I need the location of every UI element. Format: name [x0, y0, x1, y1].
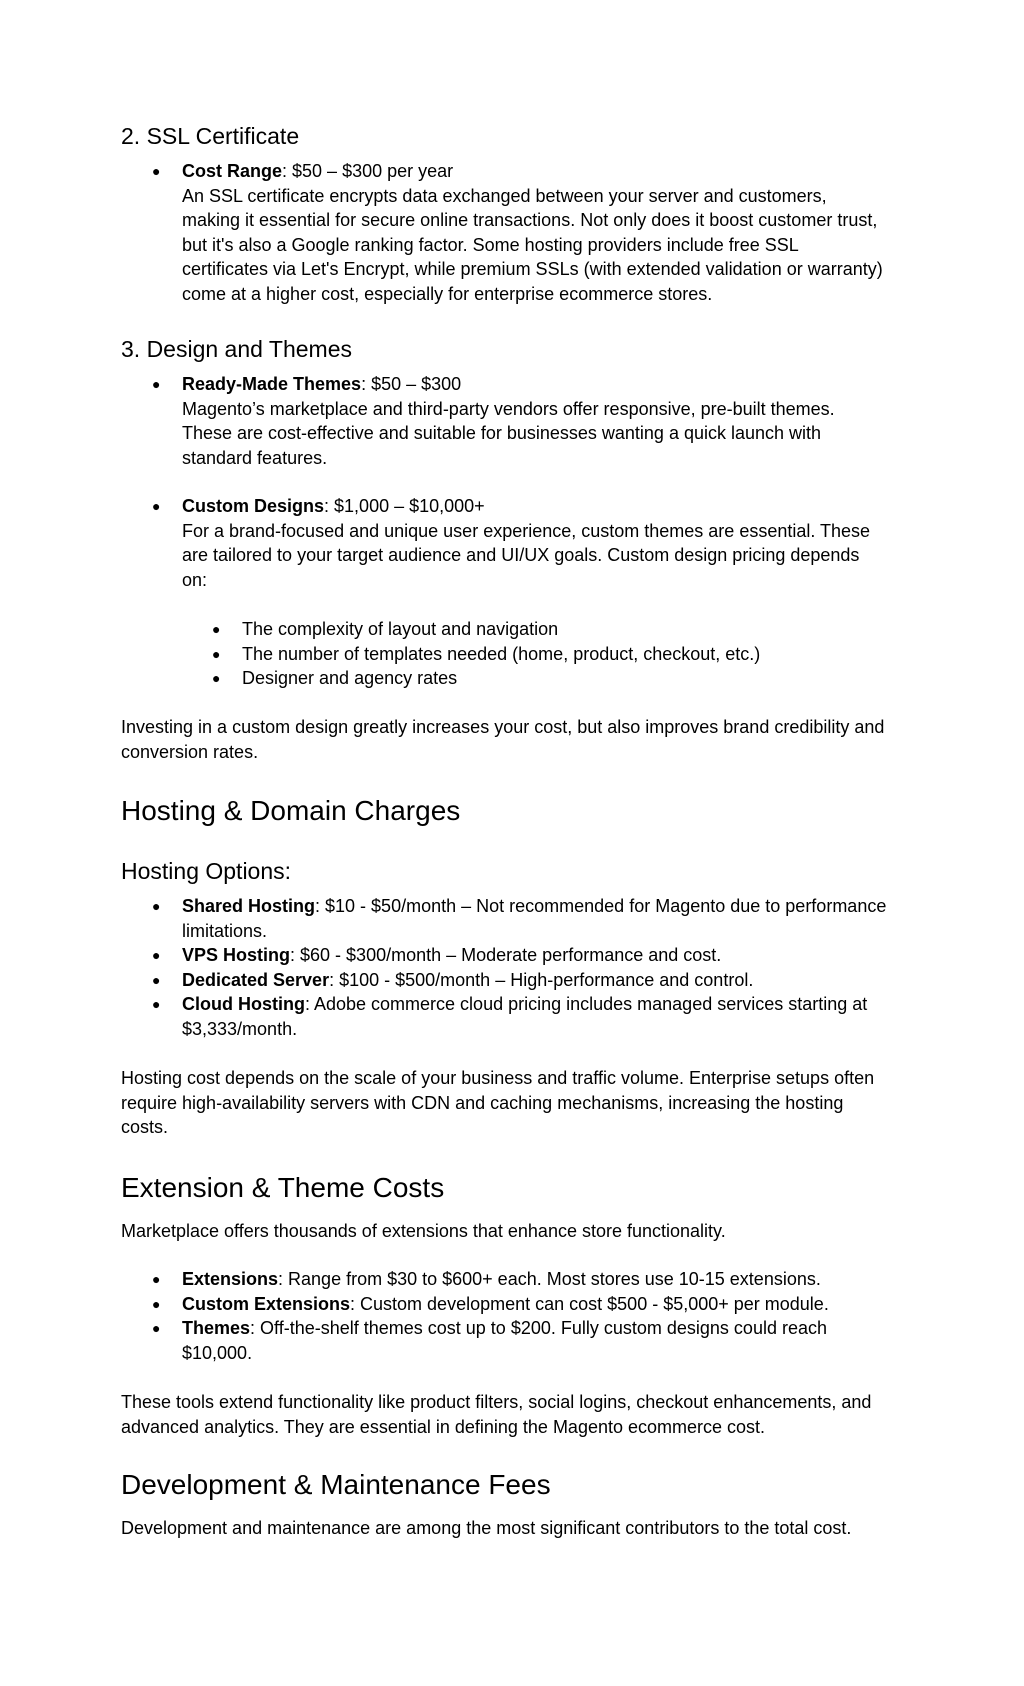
item-value: : Range from $30 to $600+ each. Most stores use 10-15 extensions.: [278, 1269, 821, 1289]
item-value: : $50 – $300 per year: [282, 161, 454, 181]
item-value: limitations.: [182, 920, 268, 941]
item-value: : Off-the-shelf themes cost up to $200. Fully custom designs could reach: [250, 1318, 827, 1338]
summary-line: Investing in a custom design greatly increases your cost, but also improves brand credibility and: [121, 717, 885, 737]
bullet-icon: ●: [152, 498, 161, 514]
list-item-hosting-option: [152, 968, 922, 993]
desc-line: certificates via Let's Encrypt, while premium SSLs (with extended validation or warranty): [182, 259, 883, 279]
bullet-icon: ●: [152, 996, 161, 1012]
desc-line: Magento’s marketplace and third-party vendors offer responsive, pre-built themes.: [182, 398, 835, 419]
list-item-extension: [152, 1292, 922, 1317]
bullet-icon: ●: [152, 971, 161, 988]
factor-text: The complexity of layout and navigation: [242, 619, 559, 639]
item-value: : $60 - $300/month – Moderate performance and cost.: [290, 945, 722, 965]
desc-line: are tailored to your target audience and UI/UX goals. Custom design pricing depends: [182, 545, 860, 565]
list-item-ready-made-themes: [152, 372, 922, 470]
desc-line: on:: [182, 569, 208, 590]
list-item-extension: [152, 1267, 922, 1292]
summary-line: conversion rates.: [121, 741, 259, 762]
item-value: $10,000.: [182, 1342, 253, 1363]
list-item-factor: [212, 617, 922, 642]
development-intro: Development and maintenance are among the most significant contributors to the total cost.: [121, 1518, 852, 1538]
bullet-icon: ●: [212, 670, 221, 686]
item-value: : Custom development can cost $500 - $5,000+ per module.: [350, 1293, 829, 1314]
extensions-intro: Marketplace offers thousands of extensions that enhance store functionality.: [121, 1221, 726, 1241]
list-item-extension: [152, 1316, 922, 1365]
desc-line: These are cost-effective and suitable for businesses wanting a quick launch with: [182, 423, 822, 443]
desc-line: come at a higher cost, especially for enterprise ecommerce stores.: [182, 283, 713, 304]
item-label: Ready-Made Themes: [182, 374, 362, 394]
bullet-icon: ●: [152, 376, 161, 392]
desc-line: For a brand-focused and unique user experience, custom themes are essential. These: [182, 520, 871, 541]
bullet-icon: ●: [212, 645, 221, 662]
extensions-heading: Extension & Theme Costs: [121, 1172, 445, 1203]
bullet-icon: ●: [152, 1320, 161, 1336]
summary-line: costs.: [121, 1117, 169, 1137]
item-value: : $10 - $50/month – Not recommended for Magento due to performance: [315, 896, 887, 916]
design-heading: 3. Design and Themes: [121, 336, 352, 362]
summary-line: advanced analytics. They are essential in defining the Magento ecommerce cost.: [121, 1416, 766, 1437]
item-label: Themes: [182, 1318, 251, 1338]
list-item-ssl-cost: [152, 159, 922, 306]
item-value: : Adobe commerce cloud pricing includes managed services starting at: [304, 994, 868, 1014]
summary-line: These tools extend functionality like product filters, social logins, checkout enhancements, and: [121, 1392, 872, 1412]
desc-line: standard features.: [182, 447, 328, 468]
desc-line: making it essential for secure online transactions. Not only does it boost customer trust,: [182, 210, 878, 230]
summary-line: require high-availability servers with CDN and caching mechanisms, increasing the hosting: [121, 1092, 844, 1113]
item-label: VPS Hosting: [182, 945, 291, 965]
development-heading: Development & Maintenance Fees: [121, 1469, 551, 1500]
factor-text: Designer and agency rates: [242, 668, 458, 688]
list-item-factor: [212, 666, 922, 691]
hosting-heading: Hosting & Domain Charges: [121, 795, 461, 826]
desc-line: but it's also a Google ranking factor. Some hosting providers include free SSL: [182, 234, 799, 255]
bullet-icon: ●: [152, 163, 161, 179]
item-label: Dedicated Server: [182, 969, 330, 990]
item-label: Custom Designs: [182, 496, 325, 516]
item-value: $3,333/month.: [182, 1018, 298, 1039]
desc-line: An SSL certificate encrypts data exchanged between your server and customers,: [182, 185, 827, 206]
item-value: : $1,000 – $10,000+: [324, 496, 485, 516]
bullet-icon: ●: [152, 947, 161, 963]
bullet-icon: ●: [152, 1295, 161, 1312]
list-item-hosting-option: [152, 943, 922, 968]
hosting-subheading: Hosting Options:: [121, 858, 292, 884]
item-label: Shared Hosting: [182, 896, 316, 916]
extensions-summary: [121, 1390, 921, 1439]
item-value: : $100 - $500/month – High-performance and control.: [329, 969, 754, 990]
item-label: Cost Range: [182, 161, 283, 181]
bullet-icon: ●: [212, 621, 221, 637]
item-label: Cloud Hosting: [182, 994, 305, 1014]
bullet-icon: ●: [152, 898, 161, 914]
design-summary: [121, 715, 921, 764]
ssl-heading: 2. SSL Certificate: [121, 123, 300, 149]
summary-line: Hosting cost depends on the scale of your business and traffic volume. Enterprise setups often: [121, 1068, 875, 1088]
hosting-summary: [121, 1066, 921, 1140]
bullet-icon: ●: [152, 1271, 161, 1287]
list-item-hosting-option: [152, 894, 922, 943]
list-item-factor: [212, 642, 922, 667]
item-label: Custom Extensions: [182, 1293, 351, 1314]
factor-text: The number of templates needed (home, product, checkout, etc.): [242, 643, 761, 664]
item-value: : $50 – $300: [361, 374, 462, 394]
list-item-hosting-option: [152, 992, 922, 1041]
list-item-custom-designs: [152, 494, 922, 592]
item-label: Extensions: [182, 1269, 279, 1289]
